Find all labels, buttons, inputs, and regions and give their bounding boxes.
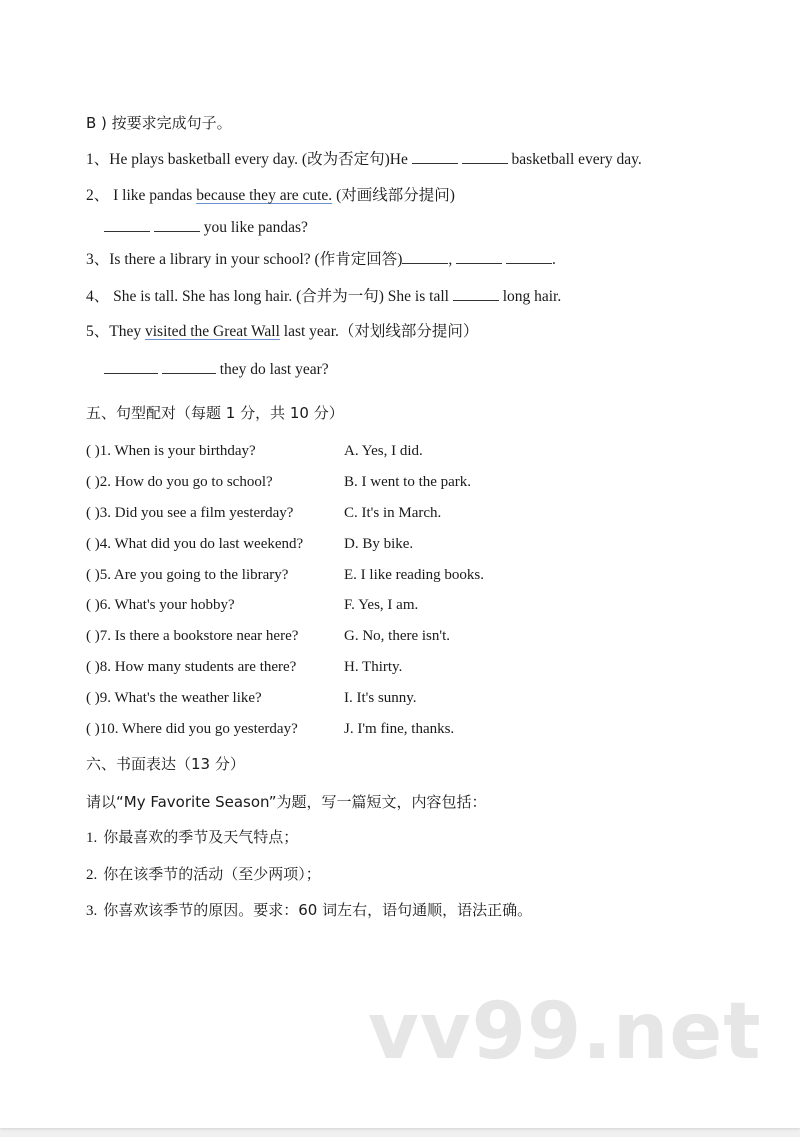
question-b4-after: long hair.: [498, 288, 562, 305]
answer-blank[interactable]: [462, 149, 508, 164]
match-answer: D. By bike.: [344, 536, 414, 552]
section-b-title: B ) 按要求完成句子。: [86, 114, 232, 132]
answer-blank[interactable]: [453, 286, 499, 301]
question-b5: [86, 322, 478, 342]
match-question: ( )1. When is your birthday?: [86, 443, 256, 459]
requirement-text: 你最喜欢的季节及天气特点；: [103, 828, 299, 846]
watermark: vv99.net: [368, 987, 762, 1077]
match-question: ( )4. What did you do last weekend?: [86, 536, 304, 552]
requirement-number: 3.: [86, 903, 98, 919]
question-b4: [86, 286, 561, 307]
match-answer: H. Thirty.: [344, 659, 403, 675]
match-answer: J. I'm fine, thanks.: [344, 721, 455, 737]
match-answer: G. No, there isn't.: [344, 628, 451, 644]
match-question: ( )10. Where did you go yesterday?: [86, 721, 298, 737]
question-b3: [86, 249, 556, 270]
section-5-title: 五、句型配对（每题 1 分，共 10 分）: [86, 404, 344, 422]
writing-requirement: [86, 827, 298, 848]
question-b1-after: basketball every day.: [507, 151, 642, 168]
question-b2: [86, 186, 455, 206]
match-question: ( )8. How many students are there?: [86, 659, 297, 675]
writing-requirement: [86, 864, 321, 885]
match-question: ( )3. Did you see a film yesterday?: [86, 505, 294, 521]
question-b5-prefix: 5、They: [86, 323, 145, 340]
match-question: ( )9. What's the weather like?: [86, 690, 262, 706]
match-question: ( )5. Are you going to the library?: [86, 567, 289, 583]
answer-blank[interactable]: [104, 359, 158, 374]
underlined-phrase: visited the Great Wall: [144, 323, 280, 340]
answer-blank[interactable]: [104, 217, 150, 232]
writing-prompt: 请以“My Favorite Season”为题，写一篇短文，内容包括：: [86, 793, 487, 811]
question-b3-text: 3、Is there a library in your school? (作肯定回答): [86, 251, 403, 268]
question-b5-suffix: last year.（对划线部分提问）: [279, 323, 479, 340]
match-question: ( )6. What's your hobby?: [86, 597, 235, 613]
match-answer: B. I went to the park.: [344, 474, 472, 490]
question-b5-answer-line: [104, 359, 329, 380]
question-b1-text: 1、He plays basketball every day. (改为否定句)He: [86, 151, 412, 168]
match-answer: E. I like reading books.: [344, 567, 484, 583]
question-b1: [86, 149, 642, 170]
question-b2-suffix: (对画线部分提问): [332, 187, 455, 204]
requirement-number: 2.: [86, 867, 98, 883]
question-b3-period: .: [552, 251, 556, 268]
question-b4-text: 4、 She is tall. She has long hair. (合并为一句) She is tall: [86, 288, 453, 305]
answer-blank[interactable]: [506, 249, 552, 264]
answer-blank[interactable]: [162, 359, 216, 374]
question-b2-prefix: 2、 I like pandas: [86, 187, 197, 204]
match-answer: C. It's in March.: [344, 505, 442, 521]
match-answer: F. Yes, I am.: [344, 597, 419, 613]
match-question: ( )2. How do you go to school?: [86, 474, 273, 490]
match-question: ( )7. Is there a bookstore near here?: [86, 628, 299, 644]
requirement-text: 你喜欢该季节的原因。要求：60 词左右，语句通顺，语法正确。: [103, 901, 533, 919]
answer-blank[interactable]: [154, 217, 200, 232]
question-b2-answer-line: [104, 217, 308, 238]
answer-blank[interactable]: [402, 249, 448, 264]
requirement-text: 你在该季节的活动（至少两项）；: [103, 865, 321, 883]
question-b5-answer-after: they do last year?: [215, 361, 329, 378]
answer-blank[interactable]: [412, 149, 458, 164]
writing-requirement: [86, 900, 532, 921]
answer-blank[interactable]: [456, 249, 502, 264]
match-answer: I. It's sunny.: [344, 690, 417, 706]
question-b3-comma: ,: [448, 251, 453, 268]
match-answer: A. Yes, I did.: [344, 443, 423, 459]
section-6-title: 六、书面表达（13 分）: [86, 755, 245, 773]
question-b2-answer-after: you like pandas?: [199, 219, 308, 236]
requirement-number: 1.: [86, 830, 98, 846]
underlined-phrase: because they are cute.: [196, 187, 333, 204]
